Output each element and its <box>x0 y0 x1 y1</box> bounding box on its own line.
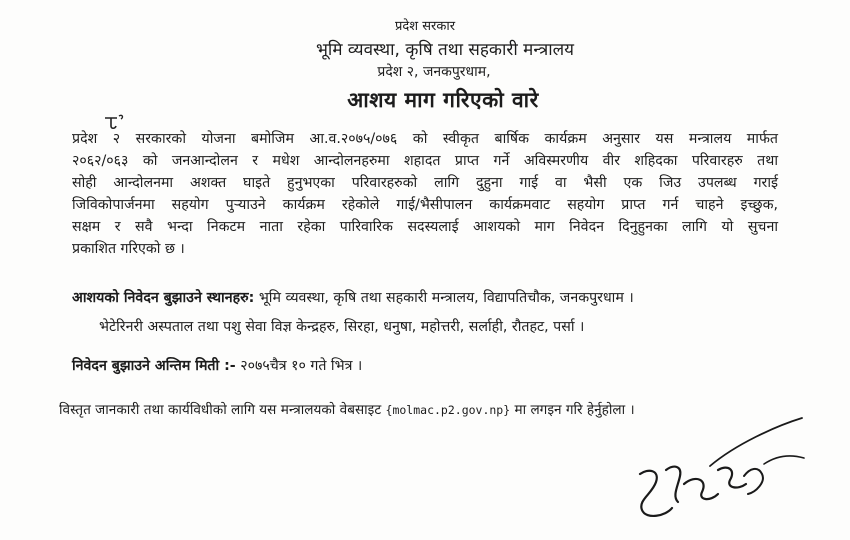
application-place-ministry: भूमि व्यवस्था, कृषि तथा सहकारी मन्त्रालय, विद्यापतिचौक, जनकपुरधाम । <box>254 290 634 306</box>
office-address: प्रदेश २, जनकपुरधाम, <box>377 64 491 80</box>
application-place-vet-centers: भेटेरिनरी अस्पताल तथा पशु सेवा विज्ञ केन्द्रहरु, सिरहा, धनुषा, महोत्तरी, सर्लाही, रौतहट, पर्सा । <box>99 319 585 335</box>
body-line: सक्षम र सवै भन्दा निकटम नाता रहेका पारिवारिक सदस्यलाई आशयको माग निवेदन दिनुहुनका लागि यो सुचना <box>72 219 778 235</box>
info-text: विस्तृत जानकारी तथा कार्यविधीको लागि यस मन्त्रालयको वेबसाइट <box>59 402 386 418</box>
notice-body <box>72 128 778 260</box>
body-line: २०६२/०६३ को जनआन्दोलन र मधेश आन्दोलनहरुमा शहादत प्राप्त गर्ने अविस्मरणीय वीर शहिदका परिवारहरु तथा <box>72 153 778 169</box>
body-line: सोही आन्दोलनमा अशक्त घाइते हुनुभएका परिवारहरुको लागि दुहुना गाई वा भैसी एक जिउ उपलब्ध गराई <box>72 175 778 191</box>
deadline-value: २०७५चैत्र १० गते भित्र । <box>235 358 363 374</box>
deadline <box>72 356 362 375</box>
body-line: प्रदेश २ सरकारको योजना बमोजिम आ.व.२०७५/०७६ को स्वीकृत बार्षिक कार्यक्रम अनुसार यस मन्त्रालय मार्फत <box>72 131 778 147</box>
application-places-label: आशयको निवेदन बुझाउने स्थानहरु: <box>72 290 255 306</box>
website-url: {molmac.p2.gov.np} <box>385 403 511 417</box>
application-places <box>72 288 634 307</box>
body-line: जिविकोपार्जनमा सहयोग पुर्‍याउने कार्यक्रम रहेकोले गाई/भैसीपालन कार्यक्रमवाट सहयोग प्राप्त गर्न चाहने इच्छुक, <box>72 197 778 213</box>
info-suffix: मा लगइन गरि हेर्नुहोला । <box>510 402 635 418</box>
signature <box>626 404 826 532</box>
notice-title: आशय माग गरिएको वारे <box>347 88 539 112</box>
ministry-name: भूमि व्यवस्था, कृषि तथा सहकारी मन्त्रालय <box>315 40 575 60</box>
info-note <box>59 399 635 418</box>
office-name: प्रदेश सरकार <box>394 19 456 34</box>
body-line: प्रकाशित गरिएको छ । <box>72 241 185 257</box>
deadline-label: निवेदन बुझाउने अन्तिम मिती :- <box>72 358 236 374</box>
